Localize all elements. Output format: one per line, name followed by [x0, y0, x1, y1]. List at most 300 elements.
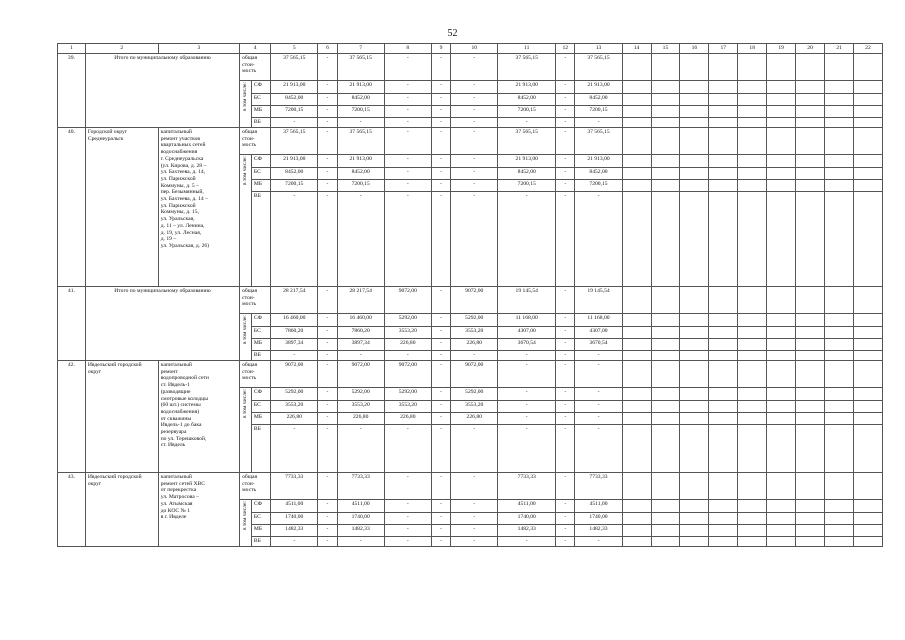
value-cell: 37 565,15 [337, 128, 384, 155]
empty-cell [738, 94, 767, 106]
value-cell: 7860,20 [271, 327, 318, 339]
empty-cell [825, 155, 854, 168]
value-cell: - [318, 168, 337, 180]
empty-cell [825, 54, 854, 81]
value-cell: - [556, 413, 575, 425]
empty-cell [796, 192, 825, 287]
empty-cell [853, 106, 882, 118]
empty-cell [738, 128, 767, 155]
value-cell: 5292,00 [384, 388, 431, 401]
value-cell: 8452,00 [271, 94, 318, 106]
value-cell: 5292,00 [337, 388, 384, 401]
empty-cell [680, 81, 709, 94]
value-cell: - [556, 473, 575, 500]
empty-cell [767, 54, 796, 81]
value-cell: - [318, 473, 337, 500]
empty-cell [767, 361, 796, 388]
empty-cell [680, 525, 709, 537]
empty-cell [622, 54, 651, 81]
empty-cell [709, 401, 738, 413]
header-cell: 21 [825, 44, 854, 54]
header-cell: 5 [271, 44, 318, 54]
empty-cell [709, 361, 738, 388]
value-cell: - [384, 168, 431, 180]
header-cell: 20 [796, 44, 825, 54]
funding-source-label: МБ [251, 339, 270, 351]
empty-cell [680, 413, 709, 425]
empty-cell [825, 106, 854, 118]
value-cell: 7200,15 [575, 180, 622, 192]
empty-cell [680, 192, 709, 287]
empty-cell [680, 388, 709, 401]
empty-cell [853, 500, 882, 513]
value-cell: - [556, 128, 575, 155]
empty-cell [651, 361, 680, 388]
value-cell: 16 460,00 [271, 314, 318, 327]
empty-cell [825, 525, 854, 537]
empty-cell [680, 473, 709, 500]
value-cell: - [318, 388, 337, 401]
value-cell: 37 565,15 [575, 128, 622, 155]
empty-cell [622, 94, 651, 106]
empty-cell [796, 118, 825, 128]
header-cell: 2 [85, 44, 158, 54]
value-cell: 226,80 [337, 413, 384, 425]
value-cell: - [318, 513, 337, 525]
empty-cell [825, 339, 854, 351]
empty-cell [853, 413, 882, 425]
empty-cell [825, 500, 854, 513]
total-cost-label: общая стои-мость [240, 473, 271, 500]
empty-cell [738, 513, 767, 525]
row-number: 43. [58, 473, 86, 547]
including-vertical-label [240, 388, 252, 473]
value-cell: - [271, 118, 318, 128]
value-cell: 226,80 [384, 413, 431, 425]
empty-cell [796, 413, 825, 425]
value-cell: - [556, 106, 575, 118]
value-cell: 19 145,54 [575, 287, 622, 314]
empty-cell [738, 339, 767, 351]
value-cell: 9072,00 [384, 361, 431, 388]
empty-cell [709, 287, 738, 314]
value-cell: - [498, 118, 556, 128]
empty-cell [767, 388, 796, 401]
empty-cell [825, 413, 854, 425]
value-cell: - [384, 155, 431, 168]
empty-cell [651, 106, 680, 118]
funding-source-label: МБ [251, 525, 270, 537]
value-cell: 9072,00 [271, 361, 318, 388]
empty-cell [709, 473, 738, 500]
empty-cell [651, 500, 680, 513]
empty-cell [853, 401, 882, 413]
empty-cell [825, 287, 854, 314]
empty-cell [738, 192, 767, 287]
value-cell: - [271, 351, 318, 361]
empty-cell [853, 327, 882, 339]
value-cell: 3553,20 [451, 401, 498, 413]
empty-cell [651, 314, 680, 327]
value-cell: - [337, 425, 384, 473]
empty-cell [709, 413, 738, 425]
value-cell: 21 913,00 [271, 81, 318, 94]
value-cell: 7200,15 [271, 180, 318, 192]
empty-cell [738, 388, 767, 401]
empty-cell [680, 54, 709, 81]
empty-cell [796, 513, 825, 525]
empty-cell [825, 128, 854, 155]
empty-cell [709, 155, 738, 168]
value-cell: 1740,00 [271, 513, 318, 525]
value-cell: 3553,20 [337, 401, 384, 413]
value-cell: - [318, 180, 337, 192]
empty-cell [853, 128, 882, 155]
value-cell: 1482,33 [498, 525, 556, 537]
funding-source-label: МБ [251, 180, 270, 192]
value-cell: - [575, 388, 622, 401]
empty-cell [680, 513, 709, 525]
empty-cell [651, 339, 680, 351]
object-description: капитальный ремонт водопроводной сети ст. Ивдель-1 (разводящие смотровые колодцы (60 шт.) системы водоснабжения) от скважины Ивдель-1 до бака резервуара по ул. Терешковой, ст. Ивдель [158, 361, 239, 473]
value-cell: - [431, 128, 450, 155]
value-cell: 8452,00 [575, 94, 622, 106]
value-cell: - [271, 425, 318, 473]
value-cell: - [556, 361, 575, 388]
including-label-text: в том числе: [242, 82, 249, 112]
including-label-text: в том числе: [242, 501, 249, 531]
value-cell: - [575, 425, 622, 473]
value-cell: 1482,33 [337, 525, 384, 537]
value-cell: 7733,33 [271, 473, 318, 500]
value-cell: 3553,20 [384, 401, 431, 413]
value-cell: - [556, 54, 575, 81]
group-total-row [58, 473, 883, 500]
value-cell: - [451, 94, 498, 106]
value-cell: 21 913,00 [337, 81, 384, 94]
empty-cell [651, 351, 680, 361]
value-cell: - [556, 94, 575, 106]
empty-cell [709, 513, 738, 525]
value-cell: - [451, 425, 498, 473]
object-description: капитальный ремонт участков квартальных сетей водоснабжения г. Среднеуральска (ул. Кирова, д. 28 – ул. Бахтеева, д. 14, ул. Парижской Коммуны, д. 5 – пер. Безымянный, ул. Бахтеева, д. 14 – ул. Парижской Коммуны, д. 15, ул. Уральская, д. 11 – ул. Ленина, д. 19, ул. Лесная, д. 19 – ул. Уральская, д. 26) [158, 128, 239, 287]
value-cell: - [498, 351, 556, 361]
empty-cell [767, 192, 796, 287]
municipality-name: Ивдельский городской округ [85, 361, 158, 473]
empty-cell [651, 128, 680, 155]
value-cell: - [575, 351, 622, 361]
value-cell: - [384, 525, 431, 537]
empty-cell [767, 155, 796, 168]
value-cell: - [384, 94, 431, 106]
value-cell: 7200,15 [271, 106, 318, 118]
value-cell: 37 565,15 [271, 54, 318, 81]
value-cell: 37 565,15 [575, 54, 622, 81]
header-cell: 16 [680, 44, 709, 54]
empty-cell [709, 388, 738, 401]
empty-cell [767, 500, 796, 513]
empty-cell [709, 128, 738, 155]
header-cell: 14 [622, 44, 651, 54]
header-cell: 18 [738, 44, 767, 54]
value-cell: - [451, 128, 498, 155]
header-cell: 3 [158, 44, 239, 54]
value-cell: - [451, 168, 498, 180]
value-cell: 3897,34 [271, 339, 318, 351]
empty-cell [767, 473, 796, 500]
value-cell: - [384, 81, 431, 94]
value-cell: - [318, 192, 337, 287]
including-label-text: в том числе: [242, 156, 249, 186]
value-cell: - [384, 537, 431, 547]
empty-cell [738, 180, 767, 192]
header-cell: 7 [337, 44, 384, 54]
value-cell: - [318, 94, 337, 106]
empty-cell [853, 361, 882, 388]
value-cell: - [498, 388, 556, 401]
empty-cell [680, 314, 709, 327]
group-total-row [58, 54, 883, 81]
value-cell: - [451, 54, 498, 81]
value-cell: 1482,33 [271, 525, 318, 537]
value-cell: - [431, 473, 450, 500]
value-cell: 7733,33 [575, 473, 622, 500]
value-cell: 4511,00 [575, 500, 622, 513]
value-cell: - [318, 155, 337, 168]
empty-cell [767, 81, 796, 94]
value-cell: - [384, 118, 431, 128]
empty-cell [651, 94, 680, 106]
empty-cell [680, 500, 709, 513]
header-cell: 8 [384, 44, 431, 54]
value-cell: - [384, 54, 431, 81]
value-cell: - [498, 425, 556, 473]
empty-cell [738, 81, 767, 94]
empty-cell [796, 54, 825, 81]
empty-cell [853, 192, 882, 287]
funding-source-label: БС [251, 401, 270, 413]
empty-cell [651, 525, 680, 537]
empty-cell [651, 401, 680, 413]
empty-cell [796, 339, 825, 351]
value-cell: 9072,00 [451, 287, 498, 314]
including-vertical-label [240, 500, 252, 547]
empty-cell [853, 314, 882, 327]
value-cell: 5292,00 [451, 388, 498, 401]
value-cell: 8452,00 [575, 168, 622, 180]
value-cell: - [318, 361, 337, 388]
value-cell: - [575, 118, 622, 128]
header-cell: 13 [575, 44, 622, 54]
empty-cell [825, 537, 854, 547]
funding-source-label: МБ [251, 413, 270, 425]
value-cell: - [575, 401, 622, 413]
empty-cell [796, 425, 825, 473]
value-cell: - [431, 106, 450, 118]
empty-cell [651, 81, 680, 94]
empty-cell [738, 473, 767, 500]
empty-cell [680, 537, 709, 547]
header-cell: 9 [431, 44, 450, 54]
empty-cell [622, 413, 651, 425]
value-cell: - [556, 388, 575, 401]
empty-cell [651, 155, 680, 168]
value-cell: - [575, 192, 622, 287]
empty-cell [767, 118, 796, 128]
value-cell: 16 460,00 [337, 314, 384, 327]
value-cell: - [575, 413, 622, 425]
empty-cell [651, 180, 680, 192]
group-total-row [58, 361, 883, 388]
empty-cell [738, 106, 767, 118]
empty-cell [796, 401, 825, 413]
value-cell: - [318, 537, 337, 547]
empty-cell [651, 192, 680, 287]
value-cell: - [431, 314, 450, 327]
value-cell: 21 913,00 [498, 81, 556, 94]
value-cell: 8452,00 [271, 168, 318, 180]
empty-cell [796, 537, 825, 547]
value-cell: 37 565,15 [498, 54, 556, 81]
value-cell: 8452,00 [337, 168, 384, 180]
value-cell: - [556, 81, 575, 94]
empty-cell [738, 413, 767, 425]
including-label-text: в том числе: [242, 315, 249, 345]
total-cost-label: общая стои-мость [240, 361, 271, 388]
value-cell: - [384, 192, 431, 287]
empty-cell [738, 425, 767, 473]
funding-source-label: ВБ [251, 537, 270, 547]
empty-cell [738, 361, 767, 388]
empty-cell [825, 473, 854, 500]
empty-cell [796, 525, 825, 537]
empty-cell [738, 155, 767, 168]
value-cell: - [431, 413, 450, 425]
value-cell: 226,80 [451, 413, 498, 425]
empty-cell [738, 168, 767, 180]
empty-cell [622, 192, 651, 287]
municipality-name: Ивдельский городской округ [85, 473, 158, 547]
empty-cell [767, 106, 796, 118]
value-cell: 37 565,15 [498, 128, 556, 155]
empty-cell [767, 525, 796, 537]
value-cell: - [318, 425, 337, 473]
value-cell: - [431, 118, 450, 128]
value-cell: - [556, 513, 575, 525]
including-label-text: в том числе: [242, 389, 249, 419]
empty-cell [709, 192, 738, 287]
value-cell: - [451, 192, 498, 287]
empty-cell [825, 94, 854, 106]
value-cell: 3553,20 [384, 327, 431, 339]
value-cell: - [556, 180, 575, 192]
value-cell: - [431, 287, 450, 314]
value-cell: - [556, 339, 575, 351]
empty-cell [738, 500, 767, 513]
empty-cell [651, 388, 680, 401]
value-cell: - [431, 192, 450, 287]
empty-cell [853, 425, 882, 473]
funding-source-label: БС [251, 327, 270, 339]
empty-cell [767, 180, 796, 192]
empty-cell [767, 168, 796, 180]
value-cell: - [451, 473, 498, 500]
empty-cell [651, 118, 680, 128]
value-cell: - [556, 287, 575, 314]
empty-cell [680, 94, 709, 106]
empty-cell [622, 106, 651, 118]
empty-cell [796, 180, 825, 192]
empty-cell [709, 314, 738, 327]
object-description: капитальный ремонт сетей ХВС от перекрестка ул. Матросова – ул. Атымская до КОС № 1 в г. Ивделе [158, 473, 239, 547]
group-total-row [58, 128, 883, 155]
value-cell: - [318, 54, 337, 81]
funding-source-label: ВБ [251, 425, 270, 473]
empty-cell [853, 180, 882, 192]
value-cell: - [556, 425, 575, 473]
value-cell: 5292,00 [384, 314, 431, 327]
value-cell: 9072,00 [451, 361, 498, 388]
funding-source-label: СФ [251, 81, 270, 94]
empty-cell [738, 351, 767, 361]
empty-cell [738, 118, 767, 128]
empty-cell [651, 473, 680, 500]
empty-cell [767, 425, 796, 473]
row-number: 39. [58, 54, 86, 128]
empty-cell [622, 118, 651, 128]
value-cell: 8452,00 [498, 94, 556, 106]
empty-cell [622, 287, 651, 314]
value-cell: - [556, 314, 575, 327]
value-cell: - [431, 54, 450, 81]
empty-cell [651, 168, 680, 180]
header-cell: 15 [651, 44, 680, 54]
value-cell: - [451, 180, 498, 192]
value-cell: - [431, 94, 450, 106]
empty-cell [651, 537, 680, 547]
value-cell: - [318, 525, 337, 537]
value-cell: - [318, 81, 337, 94]
empty-cell [622, 168, 651, 180]
value-cell: 8452,00 [337, 94, 384, 106]
empty-cell [680, 118, 709, 128]
value-cell: 11 168,00 [498, 314, 556, 327]
empty-cell [767, 314, 796, 327]
empty-cell [738, 401, 767, 413]
municipality-name: Городской округ Среднеуральск [85, 128, 158, 287]
empty-cell [825, 425, 854, 473]
empty-cell [767, 513, 796, 525]
header-cell: 22 [853, 44, 882, 54]
empty-cell [622, 180, 651, 192]
empty-cell [651, 425, 680, 473]
row-number: 42. [58, 361, 86, 473]
value-cell: - [271, 537, 318, 547]
empty-cell [709, 537, 738, 547]
value-cell: - [318, 314, 337, 327]
value-cell: - [384, 128, 431, 155]
value-cell: - [498, 537, 556, 547]
value-cell: - [384, 513, 431, 525]
empty-cell [796, 361, 825, 388]
empty-cell [853, 537, 882, 547]
empty-cell [796, 106, 825, 118]
value-cell: - [451, 513, 498, 525]
funding-source-label: СФ [251, 314, 270, 327]
header-cell: 19 [767, 44, 796, 54]
empty-cell [767, 351, 796, 361]
empty-cell [825, 192, 854, 287]
